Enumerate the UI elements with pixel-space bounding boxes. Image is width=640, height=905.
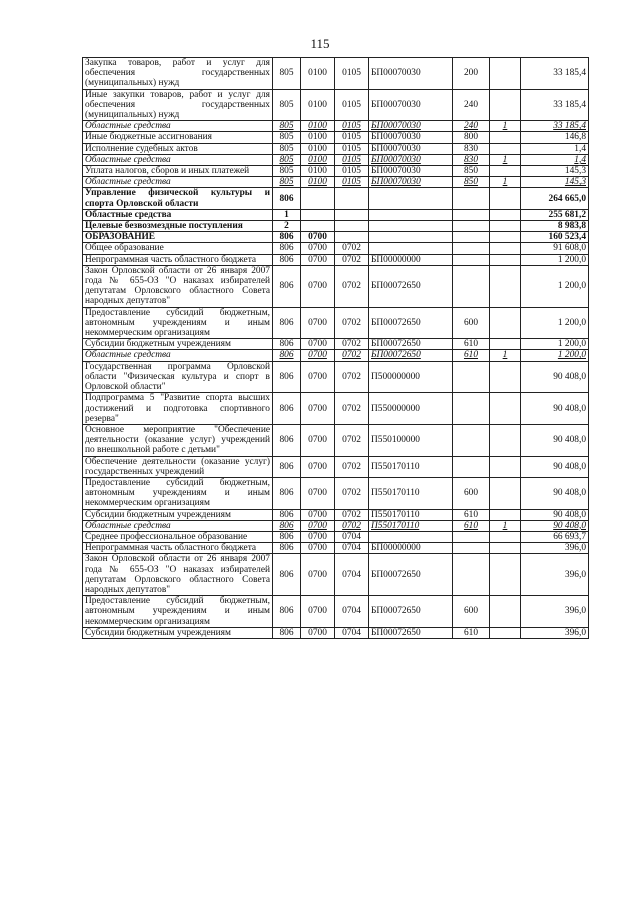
cell-source — [490, 254, 521, 265]
cell-section: 0700 — [301, 520, 335, 531]
cell-expense-type: 830 — [453, 154, 490, 165]
cell-expense-type — [453, 531, 490, 542]
cell-subsection: 0702 — [335, 243, 369, 254]
cell-source — [490, 265, 521, 307]
cell-source: 1 — [490, 177, 521, 188]
cell-subsection: 0105 — [335, 121, 369, 132]
cell-section — [301, 209, 335, 220]
row-name: Непрограммная часть областного бюджета — [83, 543, 273, 554]
row-name: Закупка товаров, работ и услуг для обеспечения государственных (муниципальных) нужд — [83, 58, 273, 90]
cell-target-article — [369, 232, 453, 243]
cell-source — [490, 531, 521, 542]
cell-subsection: 0704 — [335, 554, 369, 596]
cell-grbs: 806 — [273, 596, 301, 628]
cell-section: 0700 — [301, 596, 335, 628]
cell-amount: 145,3 — [521, 177, 589, 188]
cell-expense-type — [453, 554, 490, 596]
cell-amount: 396,0 — [521, 543, 589, 554]
cell-section: 0100 — [301, 143, 335, 154]
cell-subsection: 0702 — [335, 509, 369, 520]
table-row — [83, 307, 589, 339]
cell-target-article: БП00070030 — [369, 154, 453, 165]
table-row — [83, 554, 589, 596]
cell-section — [301, 188, 335, 209]
cell-section: 0100 — [301, 177, 335, 188]
cell-subsection: 0702 — [335, 307, 369, 339]
cell-target-article: БП00000000 — [369, 543, 453, 554]
cell-amount: 90 408,0 — [521, 509, 589, 520]
row-name: Исполнение судебных актов — [83, 143, 273, 154]
cell-section: 0700 — [301, 627, 335, 638]
row-name: Областные средства — [83, 121, 273, 132]
table-row — [83, 132, 589, 143]
cell-expense-type: 850 — [453, 166, 490, 177]
table-row — [83, 477, 589, 509]
cell-expense-type — [453, 209, 490, 220]
row-name: Областные средства — [83, 177, 273, 188]
cell-section: 0700 — [301, 339, 335, 350]
cell-source — [490, 58, 521, 90]
cell-section: 0100 — [301, 154, 335, 165]
cell-source — [490, 424, 521, 456]
cell-grbs: 806 — [273, 543, 301, 554]
cell-expense-type: 600 — [453, 596, 490, 628]
cell-target-article: П550170110 — [369, 520, 453, 531]
cell-subsection — [335, 221, 369, 232]
cell-source — [490, 89, 521, 121]
cell-expense-type: 240 — [453, 89, 490, 121]
row-name: Закон Орловской области от 26 января 2007 года № 655-ОЗ "О наказах избирателей депутатам Орловского областного Совета народных депутатов" — [83, 265, 273, 307]
row-name: Областные средства — [83, 350, 273, 361]
cell-expense-type — [453, 456, 490, 477]
cell-amount: 1 200,0 — [521, 307, 589, 339]
table-row — [83, 58, 589, 90]
cell-grbs: 806 — [273, 339, 301, 350]
cell-subsection: 0105 — [335, 58, 369, 90]
row-name: Субсидии бюджетным учреждениям — [83, 339, 273, 350]
table-row — [83, 543, 589, 554]
cell-amount: 8 983,8 — [521, 221, 589, 232]
table-row — [83, 361, 589, 393]
cell-source — [490, 132, 521, 143]
cell-target-article: БП00072650 — [369, 554, 453, 596]
cell-source — [490, 232, 521, 243]
cell-expense-type — [453, 393, 490, 425]
cell-target-article — [369, 243, 453, 254]
row-name: Иные бюджетные ассигнования — [83, 132, 273, 143]
cell-grbs: 805 — [273, 121, 301, 132]
cell-amount: 1 200,0 — [521, 350, 589, 361]
cell-amount: 160 523,4 — [521, 232, 589, 243]
table-row — [83, 627, 589, 638]
cell-target-article: П550170110 — [369, 509, 453, 520]
cell-target-article: БП00070030 — [369, 177, 453, 188]
table-row — [83, 520, 589, 531]
cell-grbs: 806 — [273, 254, 301, 265]
cell-grbs: 806 — [273, 509, 301, 520]
cell-grbs: 806 — [273, 188, 301, 209]
cell-grbs: 806 — [273, 554, 301, 596]
row-name: Предоставление субсидий бюджетным, автономным учреждениям и иным некоммерческим организациям — [83, 307, 273, 339]
cell-amount: 396,0 — [521, 554, 589, 596]
cell-section: 0700 — [301, 254, 335, 265]
cell-subsection: 0704 — [335, 627, 369, 638]
table-row — [83, 424, 589, 456]
cell-amount: 396,0 — [521, 627, 589, 638]
cell-target-article — [369, 209, 453, 220]
cell-section: 0100 — [301, 89, 335, 121]
cell-amount: 1 200,0 — [521, 254, 589, 265]
cell-target-article: П550170110 — [369, 456, 453, 477]
cell-amount: 33 185,4 — [521, 121, 589, 132]
cell-subsection: 0704 — [335, 596, 369, 628]
cell-amount: 255 681,2 — [521, 209, 589, 220]
cell-subsection: 0105 — [335, 89, 369, 121]
cell-expense-type: 240 — [453, 121, 490, 132]
cell-target-article: БП00072650 — [369, 627, 453, 638]
row-name: Управление физической культуры и спорта Орловской области — [83, 188, 273, 209]
cell-target-article: БП00072650 — [369, 350, 453, 361]
cell-amount: 90 408,0 — [521, 361, 589, 393]
cell-source — [490, 209, 521, 220]
cell-source — [490, 166, 521, 177]
cell-section: 0100 — [301, 132, 335, 143]
cell-expense-type: 600 — [453, 307, 490, 339]
cell-grbs: 805 — [273, 143, 301, 154]
cell-amount: 66 693,7 — [521, 531, 589, 542]
cell-expense-type — [453, 265, 490, 307]
cell-expense-type — [453, 243, 490, 254]
cell-amount: 264 665,0 — [521, 188, 589, 209]
table-row — [83, 265, 589, 307]
table-row — [83, 177, 589, 188]
row-name: Областные средства — [83, 520, 273, 531]
table-row — [83, 121, 589, 132]
cell-amount: 1 200,0 — [521, 339, 589, 350]
cell-subsection: 0702 — [335, 350, 369, 361]
row-name: Областные средства — [83, 209, 273, 220]
cell-expense-type: 800 — [453, 132, 490, 143]
cell-section: 0700 — [301, 243, 335, 254]
cell-expense-type: 610 — [453, 627, 490, 638]
cell-amount: 1,4 — [521, 143, 589, 154]
cell-expense-type: 610 — [453, 520, 490, 531]
cell-subsection: 0702 — [335, 520, 369, 531]
row-name: Подпрограмма 5 "Развитие спорта высших достижений и подготовка спортивного резерва" — [83, 393, 273, 425]
cell-expense-type — [453, 254, 490, 265]
cell-subsection: 0704 — [335, 543, 369, 554]
cell-grbs: 806 — [273, 393, 301, 425]
cell-source — [490, 596, 521, 628]
cell-subsection: 0105 — [335, 177, 369, 188]
cell-target-article: БП00070030 — [369, 89, 453, 121]
cell-target-article: П550170110 — [369, 477, 453, 509]
table-row — [83, 154, 589, 165]
cell-expense-type: 200 — [453, 58, 490, 90]
cell-grbs: 1 — [273, 209, 301, 220]
cell-section: 0700 — [301, 456, 335, 477]
cell-grbs: 806 — [273, 627, 301, 638]
cell-source — [490, 509, 521, 520]
cell-target-article — [369, 188, 453, 209]
cell-subsection: 0702 — [335, 254, 369, 265]
cell-section: 0700 — [301, 361, 335, 393]
row-name: Иные закупки товаров, работ и услуг для обеспечения государственных (муниципальных) нужд — [83, 89, 273, 121]
cell-source — [490, 393, 521, 425]
cell-source — [490, 339, 521, 350]
table-row — [83, 456, 589, 477]
cell-target-article: БП00070030 — [369, 132, 453, 143]
cell-expense-type — [453, 361, 490, 393]
cell-section: 0700 — [301, 307, 335, 339]
cell-subsection: 0702 — [335, 265, 369, 307]
cell-target-article: П550000000 — [369, 393, 453, 425]
cell-section: 0700 — [301, 543, 335, 554]
cell-section: 0700 — [301, 424, 335, 456]
page-number: 115 — [310, 36, 330, 51]
row-name: Субсидии бюджетным учреждениям — [83, 627, 273, 638]
cell-expense-type — [453, 188, 490, 209]
table-row — [83, 509, 589, 520]
table-row — [83, 209, 589, 220]
cell-source — [490, 627, 521, 638]
table-row — [83, 188, 589, 209]
row-name: Закон Орловской области от 26 января 2007 года № 655-ОЗ "О наказах избирателей депутатам Орловского областного Совета народных депутатов" — [83, 554, 273, 596]
cell-section: 0700 — [301, 393, 335, 425]
cell-subsection: 0702 — [335, 424, 369, 456]
cell-grbs: 806 — [273, 477, 301, 509]
budget-table — [82, 57, 589, 639]
cell-subsection: 0702 — [335, 339, 369, 350]
cell-source — [490, 143, 521, 154]
cell-source — [490, 543, 521, 554]
cell-section: 0700 — [301, 232, 335, 243]
cell-subsection: 0702 — [335, 393, 369, 425]
cell-expense-type: 830 — [453, 143, 490, 154]
cell-target-article: БП00000000 — [369, 254, 453, 265]
cell-subsection: 0704 — [335, 531, 369, 542]
cell-target-article: БП00070030 — [369, 143, 453, 154]
cell-target-article: БП00072650 — [369, 596, 453, 628]
cell-grbs: 806 — [273, 531, 301, 542]
row-name: Общее образование — [83, 243, 273, 254]
cell-section: 0700 — [301, 531, 335, 542]
cell-source: 1 — [490, 520, 521, 531]
cell-amount: 1 200,0 — [521, 265, 589, 307]
cell-source: 1 — [490, 154, 521, 165]
cell-subsection: 0702 — [335, 361, 369, 393]
row-name: ОБРАЗОВАНИЕ — [83, 232, 273, 243]
table-row — [83, 232, 589, 243]
cell-grbs: 805 — [273, 154, 301, 165]
table-row — [83, 89, 589, 121]
cell-source — [490, 221, 521, 232]
cell-subsection: 0105 — [335, 154, 369, 165]
cell-grbs: 806 — [273, 424, 301, 456]
cell-grbs: 806 — [273, 456, 301, 477]
cell-source — [490, 307, 521, 339]
table-row — [83, 166, 589, 177]
row-name: Уплата налогов, сборов и иных платежей — [83, 166, 273, 177]
cell-grbs: 805 — [273, 58, 301, 90]
row-name: Субсидии бюджетным учреждениям — [83, 509, 273, 520]
cell-grbs: 805 — [273, 166, 301, 177]
cell-amount: 90 408,0 — [521, 424, 589, 456]
cell-expense-type — [453, 424, 490, 456]
cell-source — [490, 361, 521, 393]
cell-target-article: БП00070030 — [369, 166, 453, 177]
cell-subsection: 0105 — [335, 143, 369, 154]
cell-section: 0700 — [301, 265, 335, 307]
cell-target-article: БП00072650 — [369, 265, 453, 307]
cell-expense-type: 850 — [453, 177, 490, 188]
cell-amount: 90 408,0 — [521, 520, 589, 531]
table-row — [83, 243, 589, 254]
cell-target-article: БП00072650 — [369, 339, 453, 350]
table-row — [83, 393, 589, 425]
cell-grbs: 2 — [273, 221, 301, 232]
cell-subsection — [335, 188, 369, 209]
cell-target-article: БП00072650 — [369, 307, 453, 339]
cell-grbs: 806 — [273, 265, 301, 307]
cell-source — [490, 456, 521, 477]
cell-source — [490, 477, 521, 509]
cell-section: 0700 — [301, 350, 335, 361]
cell-grbs: 806 — [273, 307, 301, 339]
cell-expense-type — [453, 221, 490, 232]
row-name: Среднее профессиональное образование — [83, 531, 273, 542]
cell-target-article: П550100000 — [369, 424, 453, 456]
cell-amount: 33 185,4 — [521, 58, 589, 90]
cell-source — [490, 554, 521, 596]
table-row — [83, 596, 589, 628]
cell-expense-type — [453, 232, 490, 243]
cell-section: 0100 — [301, 58, 335, 90]
row-name: Государственная программа Орловской области "Физическая культура и спорт в Орловской области" — [83, 361, 273, 393]
cell-section: 0100 — [301, 166, 335, 177]
cell-amount: 396,0 — [521, 596, 589, 628]
cell-target-article: П500000000 — [369, 361, 453, 393]
cell-section: 0700 — [301, 509, 335, 520]
cell-amount: 1,4 — [521, 154, 589, 165]
cell-subsection — [335, 232, 369, 243]
cell-source — [490, 243, 521, 254]
cell-target-article — [369, 531, 453, 542]
cell-grbs: 806 — [273, 243, 301, 254]
cell-amount: 33 185,4 — [521, 89, 589, 121]
row-name: Непрограммная часть областного бюджета — [83, 254, 273, 265]
cell-expense-type — [453, 543, 490, 554]
row-name: Предоставление субсидий бюджетным, автономным учреждениям и иным некоммерческим организациям — [83, 477, 273, 509]
table-row — [83, 350, 589, 361]
cell-expense-type: 610 — [453, 339, 490, 350]
cell-target-article: БП00070030 — [369, 58, 453, 90]
cell-subsection: 0105 — [335, 132, 369, 143]
cell-target-article — [369, 221, 453, 232]
row-name: Областные средства — [83, 154, 273, 165]
cell-section: 0700 — [301, 554, 335, 596]
table-row — [83, 254, 589, 265]
table-row — [83, 339, 589, 350]
row-name: Целевые безвозмездные поступления — [83, 221, 273, 232]
row-name: Обеспечение деятельности (оказание услуг) государственных учреждений — [83, 456, 273, 477]
cell-target-article: БП00070030 — [369, 121, 453, 132]
cell-expense-type: 610 — [453, 509, 490, 520]
cell-expense-type: 610 — [453, 350, 490, 361]
cell-subsection: 0105 — [335, 166, 369, 177]
cell-grbs: 806 — [273, 361, 301, 393]
cell-grbs: 806 — [273, 350, 301, 361]
cell-section: 0700 — [301, 477, 335, 509]
cell-amount: 145,3 — [521, 166, 589, 177]
cell-subsection — [335, 209, 369, 220]
cell-source — [490, 188, 521, 209]
cell-subsection: 0702 — [335, 456, 369, 477]
cell-grbs: 805 — [273, 132, 301, 143]
cell-amount: 90 408,0 — [521, 393, 589, 425]
row-name: Основное мероприятие "Обеспечение деятельности (оказание услуг) учреждений по внешкольной работе с детьми" — [83, 424, 273, 456]
cell-grbs: 806 — [273, 232, 301, 243]
cell-amount: 146,8 — [521, 132, 589, 143]
cell-grbs: 806 — [273, 520, 301, 531]
row-name: Предоставление субсидий бюджетным, автономным учреждениям и иным некоммерческим организациям — [83, 596, 273, 628]
cell-grbs: 805 — [273, 177, 301, 188]
table-row — [83, 143, 589, 154]
cell-source: 1 — [490, 121, 521, 132]
cell-amount: 90 408,0 — [521, 477, 589, 509]
cell-expense-type: 600 — [453, 477, 490, 509]
cell-amount: 91 608,0 — [521, 243, 589, 254]
cell-source: 1 — [490, 350, 521, 361]
table-row — [83, 221, 589, 232]
table-row — [83, 531, 589, 542]
cell-subsection: 0702 — [335, 477, 369, 509]
cell-section — [301, 221, 335, 232]
budget-table-body — [83, 58, 589, 639]
cell-amount: 90 408,0 — [521, 456, 589, 477]
cell-section: 0100 — [301, 121, 335, 132]
cell-grbs: 805 — [273, 89, 301, 121]
